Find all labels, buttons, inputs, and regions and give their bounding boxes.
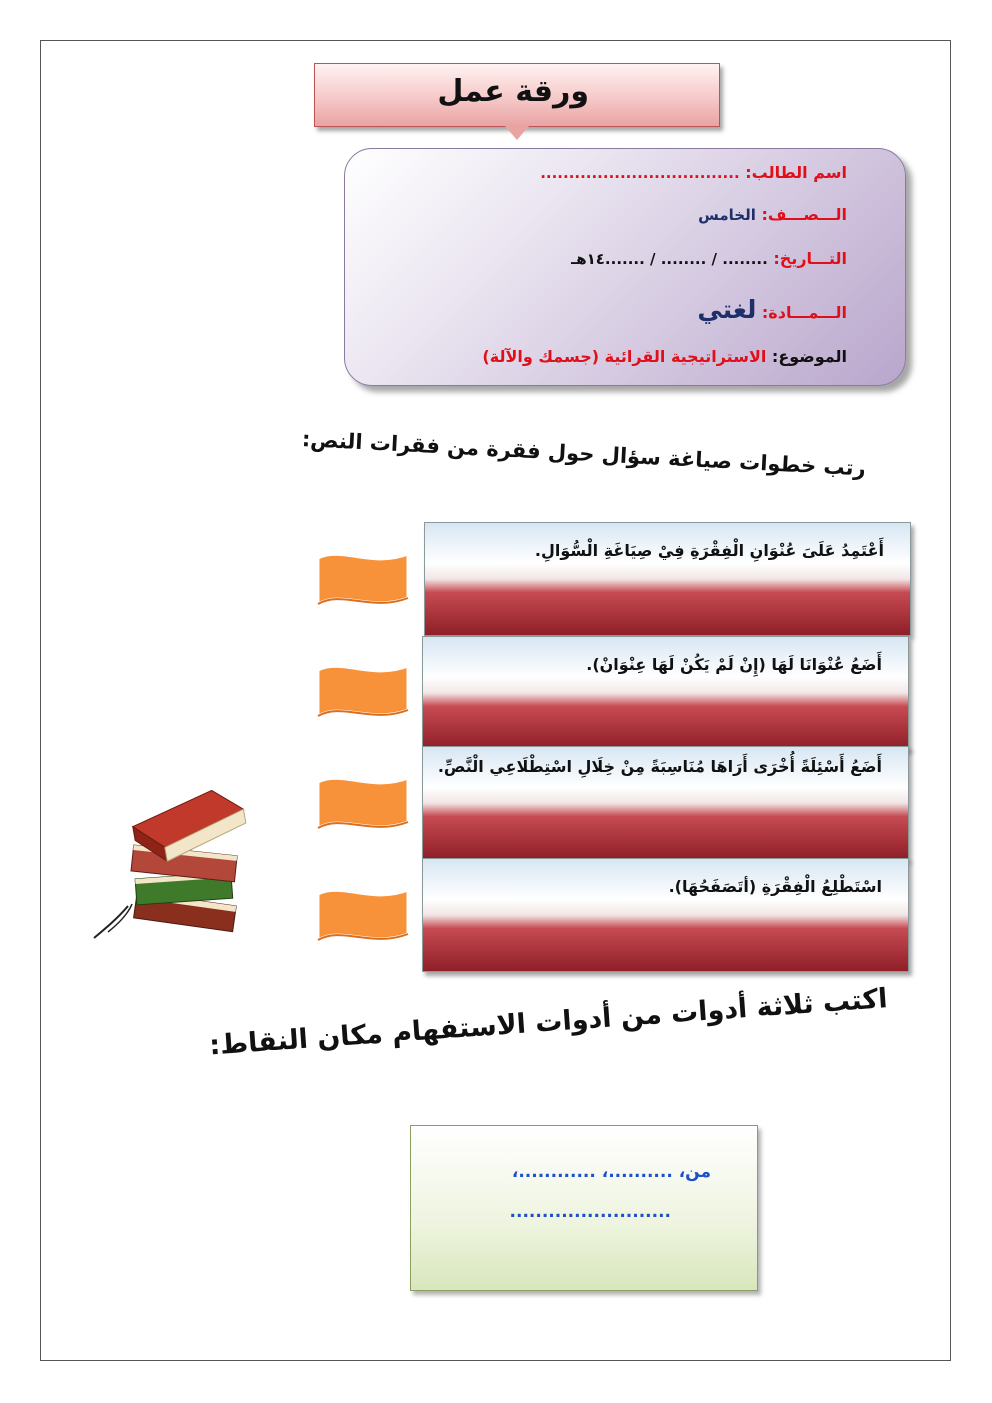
topic-value: الاستراتيجية القرائية (جسمك والآلة) <box>482 347 767 366</box>
question-words-instruction: اكتب ثلاثة أدوات من أدوات الاستفهام مكان النقاط: <box>208 983 889 1062</box>
order-slot-ribbon-1[interactable] <box>312 548 414 610</box>
worksheet-title: ورقة عمل <box>437 74 589 109</box>
subject-row <box>697 295 847 324</box>
class-row <box>698 205 847 224</box>
step-card-4 <box>422 858 909 972</box>
books-stack-icon <box>88 778 258 948</box>
step-text-1: أَعْتَمِدُ عَلَىَ عُنْوَانِ الْفِقْرَةِ فِيْ صِيَاغَةِ الْسُّوَالِ. <box>534 541 884 560</box>
class-value: الخامس <box>698 206 756 224</box>
step-card-2 <box>422 636 909 750</box>
student-name-row <box>540 163 847 182</box>
topic-label: الموضوع: <box>771 347 847 366</box>
date-row <box>571 249 847 268</box>
date-label: التـــاريخ: <box>773 249 847 268</box>
title-banner <box>314 63 720 127</box>
step-card-3 <box>422 746 909 860</box>
step-text-4: اسْتَطْلِعُ الْفِقْرَةِ (أتَصَفَحُهَا). <box>668 877 882 896</box>
answer-box[interactable] <box>410 1125 758 1291</box>
subject-label: الـــمـــادة: <box>761 303 847 322</box>
student-name-label: اسم الطالب: <box>745 163 847 182</box>
date-field[interactable]: ........ / ........ / .......١٤هـ <box>571 250 768 268</box>
order-slot-ribbon-3[interactable] <box>312 772 414 834</box>
step-card-1 <box>424 522 911 636</box>
student-name-field[interactable]: ................................... <box>540 164 740 182</box>
ordering-instruction: رتب خطوات صياغة سؤال حول فقرة من فقرات النص: <box>301 427 867 481</box>
answer-line-1[interactable]: من، ..........، ............، <box>511 1162 711 1182</box>
class-label: الـــصـــف: <box>761 205 847 224</box>
subject-value: لغتي <box>697 295 757 324</box>
student-info-box <box>344 148 906 386</box>
answer-line-2[interactable]: ......................... <box>509 1202 671 1222</box>
order-slot-ribbon-2[interactable] <box>312 660 414 722</box>
order-slot-ribbon-4[interactable] <box>312 884 414 946</box>
step-text-2: أَضَعُ عُنْوَانَا لَهَا (إِنْ لَمْ يَكُنْ لَهَا عِنْوَانْ). <box>586 655 882 674</box>
step-text-3: أَضَعُ أَسْئِلَةً أُخْرَى أَرَاهَا مُنَاسِبَةً مِنْ خِلَالِ اسْتِطْلَاعِي الْنَّصِّ. <box>437 757 882 776</box>
topic-row <box>482 347 847 366</box>
